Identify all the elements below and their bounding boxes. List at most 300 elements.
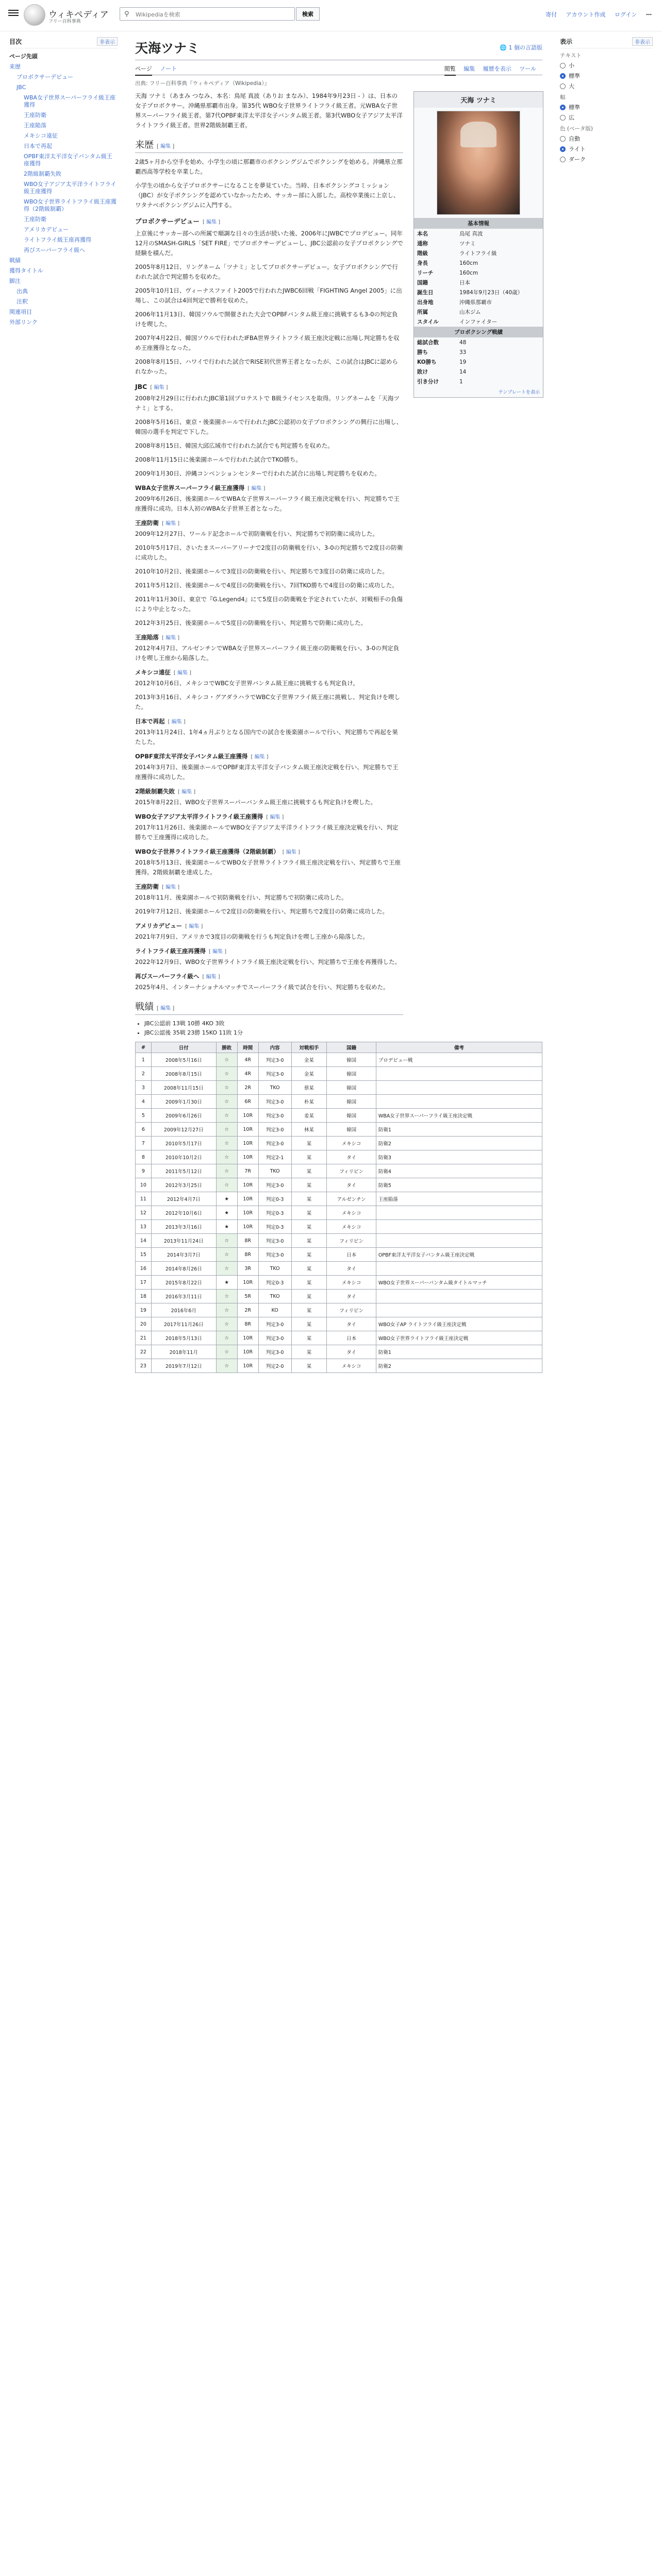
table-cell: 19 [136,1303,152,1317]
table-cell: 某 [291,1290,327,1303]
table-cell: 1 [136,1053,152,1067]
table-cell: 2016年3月11日 [151,1290,216,1303]
radio-label: ライト [569,146,586,152]
toc-item[interactable]: 戦績 [9,257,21,264]
table-cell: 某 [291,1220,327,1234]
wikipedia-logo-icon[interactable] [24,4,45,26]
table-cell: 某 [291,1178,327,1192]
table-cell: 10R [237,1192,258,1206]
table-cell: 3 [136,1081,152,1095]
table-cell: ☆ [216,1123,237,1137]
infobox-value: 日本 [459,280,470,286]
toc-item[interactable]: WBA女子世界スーパーフライ級王座獲得 [24,94,115,108]
table-cell: ☆ [216,1081,237,1095]
table-cell: 15 [136,1248,152,1262]
article-paragraph: 2012年10月6日、メキシコでWBC女子世界バンタム級王座に挑戦するも判定負け。 [135,680,359,687]
text-size-small[interactable] [560,61,653,70]
radio-icon [560,63,566,69]
table-cell: ☆ [216,1137,237,1150]
edit-section-link[interactable]: [ 編集 ] [162,521,180,527]
table-cell: 14 [136,1234,152,1248]
section-heading-text: JBC [135,383,147,391]
record-column-header: 内容 [258,1042,291,1053]
table-row [136,1331,542,1345]
infobox-key: 出身地 [417,299,434,306]
table-cell: 10R [237,1178,258,1192]
table-cell: 王座陥落 [376,1192,542,1206]
toc-item[interactable]: OPBF東洋太平洋女子バンタム級王座獲得 [24,153,112,167]
toc-item[interactable]: 再びスーパーフライ級へ [24,247,86,253]
record-column-header: 日付 [151,1042,216,1053]
table-cell: 2011年5月12日 [151,1164,216,1178]
table-cell: 8 [136,1150,152,1164]
toc-hide-button[interactable]: 非表示 [97,37,118,46]
toc-item[interactable]: 出典 [16,288,28,295]
table-cell: タイ [327,1317,376,1331]
table-cell: WBO女子世界ライトフライ級王座決定戦 [376,1331,542,1345]
search-button[interactable]: 検索 [296,7,320,21]
table-cell: 20 [136,1317,152,1331]
search-icon: ⚲ [124,10,129,18]
section-heading-text: 王座防衛 [135,519,159,527]
toc-item[interactable]: アメリカデビュー [24,226,69,233]
main-menu-icon[interactable] [8,8,19,16]
toc-item[interactable]: JBC [16,84,26,91]
radio-icon [560,157,566,162]
edit-section-link[interactable]: [ 編集 ] [162,635,180,641]
infobox-value: 山木ジム [459,309,481,315]
record-summary [144,1019,542,1038]
table-cell: 2014年3月7日 [151,1248,216,1262]
table-cell: タイ [327,1262,376,1276]
table-cell: ☆ [216,1359,237,1373]
section-heading-text: 日本で再起 [135,718,165,725]
infobox-value: 1984年9月23日（40歳） [459,290,523,296]
table-cell: 林某 [291,1123,327,1137]
table-cell: 韓国 [327,1123,376,1137]
table-cell: メキシコ [327,1206,376,1220]
toc-item[interactable]: 王座防衛 [24,112,46,118]
appearance-heading [560,37,653,48]
table-cell: TKO [258,1164,291,1178]
toc-item[interactable]: ページ先頭 [9,53,38,60]
table-cell: 某 [291,1137,327,1150]
search-box[interactable] [120,7,295,21]
table-cell: 10R [237,1359,258,1373]
table-cell: 10R [237,1137,258,1150]
table-cell: ★ [216,1220,237,1234]
table-cell: フィリピン [327,1234,376,1248]
infobox-value: 160cm [459,260,478,266]
record-column-header: 備考 [376,1042,542,1053]
text-size-large[interactable] [560,82,653,90]
section-heading [135,752,403,760]
table-cell [376,1095,542,1109]
table-row [136,1262,542,1276]
table-cell: ☆ [216,1331,237,1345]
table-cell: 防衛4 [376,1164,542,1178]
section-heading-text: 王座防衛 [135,883,159,890]
section-heading-text: WBO女子アジア太平洋ライトフライ級王座獲得 [135,813,263,820]
toc-list [9,52,118,328]
radio-label: 自動 [569,135,580,142]
table-row [136,1123,542,1137]
infobox-key: 所属 [417,309,428,315]
language-count: 1 個の言語版 [508,44,542,51]
table-cell: 防衛1 [376,1345,542,1359]
table-cell: 2008年11月15日 [151,1081,216,1095]
radio-selected-icon [560,146,566,152]
edit-link-label: 編集 [270,815,280,820]
article-paragraph: 2018年11月、後楽園ホールで初防衛戦を行い、判定勝ちで初防衛に成功した。 [135,894,347,901]
infobox-row [414,357,543,367]
infobox-row [414,377,543,386]
article-paragraph: 2008年8月15日、韓国大邱広域市で行われた試合でも判定勝ちを収めた。 [135,442,334,449]
radio-label: 標準 [569,104,580,111]
table-cell: ☆ [216,1164,237,1178]
table-cell: 判定0-3 [258,1192,291,1206]
template-link[interactable]: テンプレートを表示 [498,390,540,395]
table-cell: 某 [291,1276,327,1290]
table-row [136,1053,542,1067]
table-cell: 日本 [327,1331,376,1345]
table-cell: 某 [291,1262,327,1276]
table-cell: ☆ [216,1067,237,1081]
table-cell: 2014年8月26日 [151,1262,216,1276]
table-cell: 2 [136,1067,152,1081]
infobox-value: 33 [459,349,467,355]
toc-item[interactable]: メキシコ遠征 [24,132,58,139]
language-button[interactable]: 🌐 1 個の言語版 [500,44,542,51]
table-cell: 4 [136,1095,152,1109]
toc-heading [9,37,118,48]
section-heading [135,947,403,955]
section-heading [135,848,403,856]
table-cell: TKO [258,1262,291,1276]
table-cell: アルゼンチン [327,1192,376,1206]
table-row [136,1081,542,1095]
edit-section-link[interactable]: [ 編集 ] [157,144,175,149]
section-heading [135,812,403,821]
infobox-key: 本名 [417,231,428,237]
edit-link-label: 編集 [171,719,182,725]
section-heading-text: 2階級制覇失敗 [135,788,175,795]
table-cell: 防衛5 [376,1178,542,1192]
table-cell: 6 [136,1123,152,1137]
page-tabs [135,60,542,75]
infobox-key: 身長 [417,260,428,266]
toc-item[interactable]: 外部リンク [9,319,38,326]
toc-item[interactable]: 脚注 [9,278,21,284]
edit-link-label: 編集 [181,789,192,795]
toc-item[interactable]: 王座防衛 [24,216,46,223]
text-size-standard[interactable] [560,72,653,80]
article-paragraph: 2025年4月、インターナショナルマッチでスーパーフライ級で試合を行い、判定勝ちを収めた。 [135,984,389,991]
section-heading [135,883,403,891]
width-wide[interactable] [560,113,653,122]
infobox-key: 引き分け [417,379,439,385]
table-row [136,1164,542,1178]
appearance-hide-button[interactable]: 非表示 [632,37,653,46]
section-heading [135,484,403,492]
tab-article[interactable]: ページ [135,65,152,76]
table-cell: 某 [291,1150,327,1164]
infobox-basic-heading: 基本情報 [414,218,543,229]
table-cell [376,1220,542,1234]
tab-history[interactable]: 履歴を表示 [483,65,511,72]
toc-item[interactable]: WBO女子世界ライトフライ級王座獲得（2階級制覇） [24,198,117,212]
article-paragraph: 2006年11月13日、韓国ソウルで開催された大会でOPBFバンタム級王座に挑戦するも3-0の判定負けを喫した。 [135,311,398,328]
infobox-key: スタイル [417,319,439,325]
table-cell: 防衛1 [376,1123,542,1137]
table-cell: 2009年12月27日 [151,1123,216,1137]
table-cell: タイ [327,1345,376,1359]
article-paragraph: 2009年1月30日、沖縄コンベンションセンターで行われた試合に出場し判定勝ちを収めた。 [135,470,380,477]
infobox-key: 階級 [417,250,428,257]
tab-edit[interactable]: 編集 [464,65,475,72]
table-cell: 10R [237,1109,258,1123]
article-paragraph: 2012年4月7日、アルゼンチンでWBA女子世界スーパーフライ級王座の防衛戦を行い、3-0の判定負けを喫し王座から陥落した。 [135,645,400,662]
table-cell: 10 [136,1178,152,1192]
toc-item[interactable]: ライトフライ級王座再獲得 [24,236,92,243]
color-dark[interactable] [560,155,653,163]
table-row [136,1137,542,1150]
boxer-photo[interactable] [437,111,520,215]
table-cell [376,1290,542,1303]
section-heading-text: 再びスーパーフライ級へ [135,973,200,980]
site-wordmark[interactable]: ウィキペディア [48,10,109,20]
table-row [136,1192,542,1206]
edit-section-link[interactable]: [ 編集 ] [266,815,284,820]
edit-link-label: 編集 [166,521,176,527]
table-cell [376,1262,542,1276]
table-cell: フィリピン [327,1164,376,1178]
search-input[interactable] [135,9,291,20]
lead-area [135,91,542,1015]
table-cell: 4R [237,1053,258,1067]
edit-section-link[interactable]: [ 編集 ] [282,850,300,855]
create-account-link[interactable]: アカウント作成 [566,11,606,18]
table-cell: ★ [216,1276,237,1290]
table-cell: メキシコ [327,1220,376,1234]
table-cell: 17 [136,1276,152,1290]
infobox-value: 19 [459,359,467,365]
table-cell: 金某 [291,1067,327,1081]
table-cell: ☆ [216,1262,237,1276]
infobox-row [414,239,543,248]
table-cell: フィリピン [327,1303,376,1317]
table-cell: 8R [237,1234,258,1248]
toc-item[interactable]: 注釈 [16,298,28,305]
toc-item[interactable]: WBO女子アジア太平洋ライトフライ級王座獲得 [24,181,117,195]
edit-section-link[interactable]: [ 編集 ] [202,974,220,980]
radio-label: 小 [569,62,574,69]
table-cell [376,1081,542,1095]
record-column-header: # [136,1042,152,1053]
section-heading [135,972,403,980]
section-heading [135,138,403,153]
more-options-icon[interactable]: ⋯ [646,11,652,18]
edit-section-link[interactable]: [ 編集 ] [251,754,269,760]
infobox-row [414,297,543,307]
table-of-contents [9,37,118,328]
table-cell: ☆ [216,1053,237,1067]
table-cell: メキシコ [327,1137,376,1150]
edit-section-link[interactable]: [ 編集 ] [162,885,180,890]
edit-link-label: 編集 [160,144,171,149]
table-cell: 8R [237,1317,258,1331]
table-cell: 韓国 [327,1095,376,1109]
article-paragraph: 2011年11月30日、東京で『G.Legend4』にて5度目の防衛戦を予定されていたが、対戦相手の負傷により中止となった。 [135,596,403,613]
section-heading [135,633,403,641]
toc-item[interactable]: プロボクサーデビュー [16,74,73,80]
table-cell: 判定3-0 [258,1123,291,1137]
radio-label: 標準 [569,73,580,79]
table-row [136,1290,542,1303]
article-paragraph: 2008年8月15日、ハワイで行われた試合でRISE初代世界王者となったが、この試合はJBCに認められなかった。 [135,358,398,375]
section-heading-text: WBO女子世界ライトフライ級王座獲得（2階級制覇） [135,848,279,855]
table-cell: 判定3-0 [258,1178,291,1192]
table-cell: 2012年4月7日 [151,1192,216,1206]
toc-item[interactable]: 王座陥落 [24,122,46,129]
edit-section-link[interactable]: [ 編集 ] [203,219,221,225]
lead-paragraph: 天海 ツナミ（あまみ つなみ、本名：鳥尾 真波（ありお まなみ）、1984年9月23日 - ）は、日本の女子プロボクサー。沖縄県那覇市出身。第35代 WBO女子世界ライトフライ級王者。元WBA女子世界スーパーフライ級王者。第7代OPBF東洋太平洋女子バンタム級王者。第3代WBO女子アジア太平洋ライトフライ級王者。世界2階級制覇王者。 [135,92,403,129]
table-cell: 判定3-0 [258,1234,291,1248]
article-sections [135,138,403,1015]
table-cell: 2012年3月25日 [151,1178,216,1192]
article-paragraph: 上京後にサッカー部への所属で順調な日々の生活が続いた後、2006年にJWBCでプロデビュー。同年12月のSMASH-GIRLS「SET FIRE」でプロボクサーデビューし、JBC公認前の女子プロボクシングで経験を積んだ。 [135,230,403,257]
article-paragraph: 2008年5月16日、東京・後楽園ホールで行われたJBC公認初の女子プロボクシングの興行に出場し、韓国の選手を判定で下した。 [135,418,403,435]
edit-link-label: 編集 [206,219,217,225]
edit-section-link[interactable]: [ 編集 ] [168,719,186,725]
toc-item[interactable]: 2階級制覇失敗 [24,171,61,177]
table-cell: 某 [291,1248,327,1262]
table-cell: 3R [237,1262,258,1276]
table-cell: KO [258,1303,291,1317]
table-cell: 2019年7月12日 [151,1359,216,1373]
infobox-key: 国籍 [417,280,428,286]
infobox-value: インファイター [459,319,498,325]
appearance-panel [560,37,653,165]
toc-item[interactable]: 関連項目 [9,309,32,315]
width-label: 幅 [560,94,566,100]
article-paragraph: 2019年7月12日、後楽園ホールで2度目の防衛戦を行い、判定勝ちで2度目の防衛に成功した。 [135,908,389,915]
table-cell: 13 [136,1220,152,1234]
section-heading [135,668,403,676]
edit-section-link[interactable]: [ 編集 ] [150,385,168,391]
section-heading-text: 来歴 [135,140,154,150]
table-cell: 10R [237,1123,258,1137]
edit-section-link[interactable]: [ 編集 ] [208,949,227,955]
table-cell: 防衛2 [376,1359,542,1373]
appearance-title: 表示 [560,38,573,45]
table-cell: WBA女子世界スーパーフライ級王座決定戦 [376,1109,542,1123]
infobox-row [414,258,543,268]
edit-section-link[interactable]: [ 編集 ] [247,486,266,492]
toc-title: 目次 [9,38,22,45]
table-row [136,1248,542,1262]
table-cell: プロデビュー戦 [376,1053,542,1067]
edit-section-link[interactable]: [ 編集 ] [178,789,196,795]
section-heading [135,383,403,391]
infobox-record-table [414,337,543,386]
table-cell: 2013年3月16日 [151,1220,216,1234]
main-content [135,36,542,1373]
table-cell: 韓国 [327,1067,376,1081]
edit-link-label: 編集 [254,754,265,760]
section-heading-text: プロボクサーデビュー [135,217,200,225]
article-body [135,91,403,1015]
site-tagline: フリー百科事典 [48,19,81,24]
article-paragraph: 2022年12月9日、WBO女子世界ライトフライ級王座決定戦を行い、判定勝ちで王座を再獲得した。 [135,958,401,965]
infobox-key: 誕生日 [417,290,434,296]
radio-label: 広 [569,114,574,121]
record-column-header: 国籍 [327,1042,376,1053]
edit-section-link[interactable]: [ 編集 ] [157,1006,175,1011]
article-paragraph: 2005年8月12日、リングネーム「ツナミ」としてプロボクサーデビュー。女子プロボクシングで行われた試合で判定勝ちを収めた。 [135,263,398,280]
record-summary-item: • JBC公認前 13戦 10勝 4KO 3敗 [144,1019,542,1028]
donate-link[interactable]: 寄付 [545,11,557,18]
login-link[interactable]: ログイン [615,11,637,18]
table-cell: 8R [237,1248,258,1262]
table-cell: 10R [237,1220,258,1234]
section-heading [135,787,403,795]
width-standard[interactable] [560,103,653,111]
toc-item[interactable]: 日本で再起 [24,143,52,149]
table-row [136,1345,542,1359]
table-cell: 10R [237,1150,258,1164]
record-column-header: 対戦相手 [291,1042,327,1053]
tab-talk[interactable]: ノート [160,65,177,72]
table-row [136,1109,542,1123]
record-column-header: 勝敗 [216,1042,237,1053]
record-table-body [136,1053,542,1373]
table-cell: 判定3-0 [258,1317,291,1331]
table-cell: 2009年6月26日 [151,1109,216,1123]
table-cell: 朴某 [291,1095,327,1109]
color-light[interactable] [560,145,653,153]
color-auto[interactable] [560,134,653,143]
table-cell: 蔡某 [291,1081,327,1095]
infobox-row [414,307,543,317]
edit-section-link[interactable]: [ 編集 ] [185,924,203,929]
table-cell: 12 [136,1206,152,1220]
table-cell: 2R [237,1081,258,1095]
article-paragraph: 2009年6月26日、後楽園ホールでWBA女子世界スーパーフライ級王座決定戦を行い、判定勝ちで王座獲得に成功。日本人初のWBA女子世界王者となった。 [135,495,400,512]
table-cell: ☆ [216,1234,237,1248]
edit-link-label: 編集 [166,635,176,641]
toc-item[interactable]: 来歴 [9,63,21,70]
page-source-note: 出典: フリー百科事典『ウィキペディア（Wikipedia）』 [135,80,270,87]
page-title: 天海ツナミ [135,38,542,60]
table-cell: 防衛3 [376,1150,542,1164]
table-row [136,1067,542,1081]
tab-read[interactable]: 閲覧 [444,65,456,76]
table-cell [376,1303,542,1317]
infobox-value: 14 [459,368,467,375]
toc-item[interactable]: 獲得タイトル [9,267,43,274]
table-cell: 2008年5月16日 [151,1053,216,1067]
table-cell [376,1206,542,1220]
table-cell: 2008年8月15日 [151,1067,216,1081]
infobox-value: 沖縄県那覇市 [459,299,492,306]
table-cell: TKO [258,1290,291,1303]
edit-link-label: 編集 [189,924,200,929]
tab-tools[interactable]: ツール [519,65,536,72]
edit-section-link[interactable]: [ 編集 ] [173,670,192,676]
table-cell: ★ [216,1192,237,1206]
section-heading [135,216,403,226]
